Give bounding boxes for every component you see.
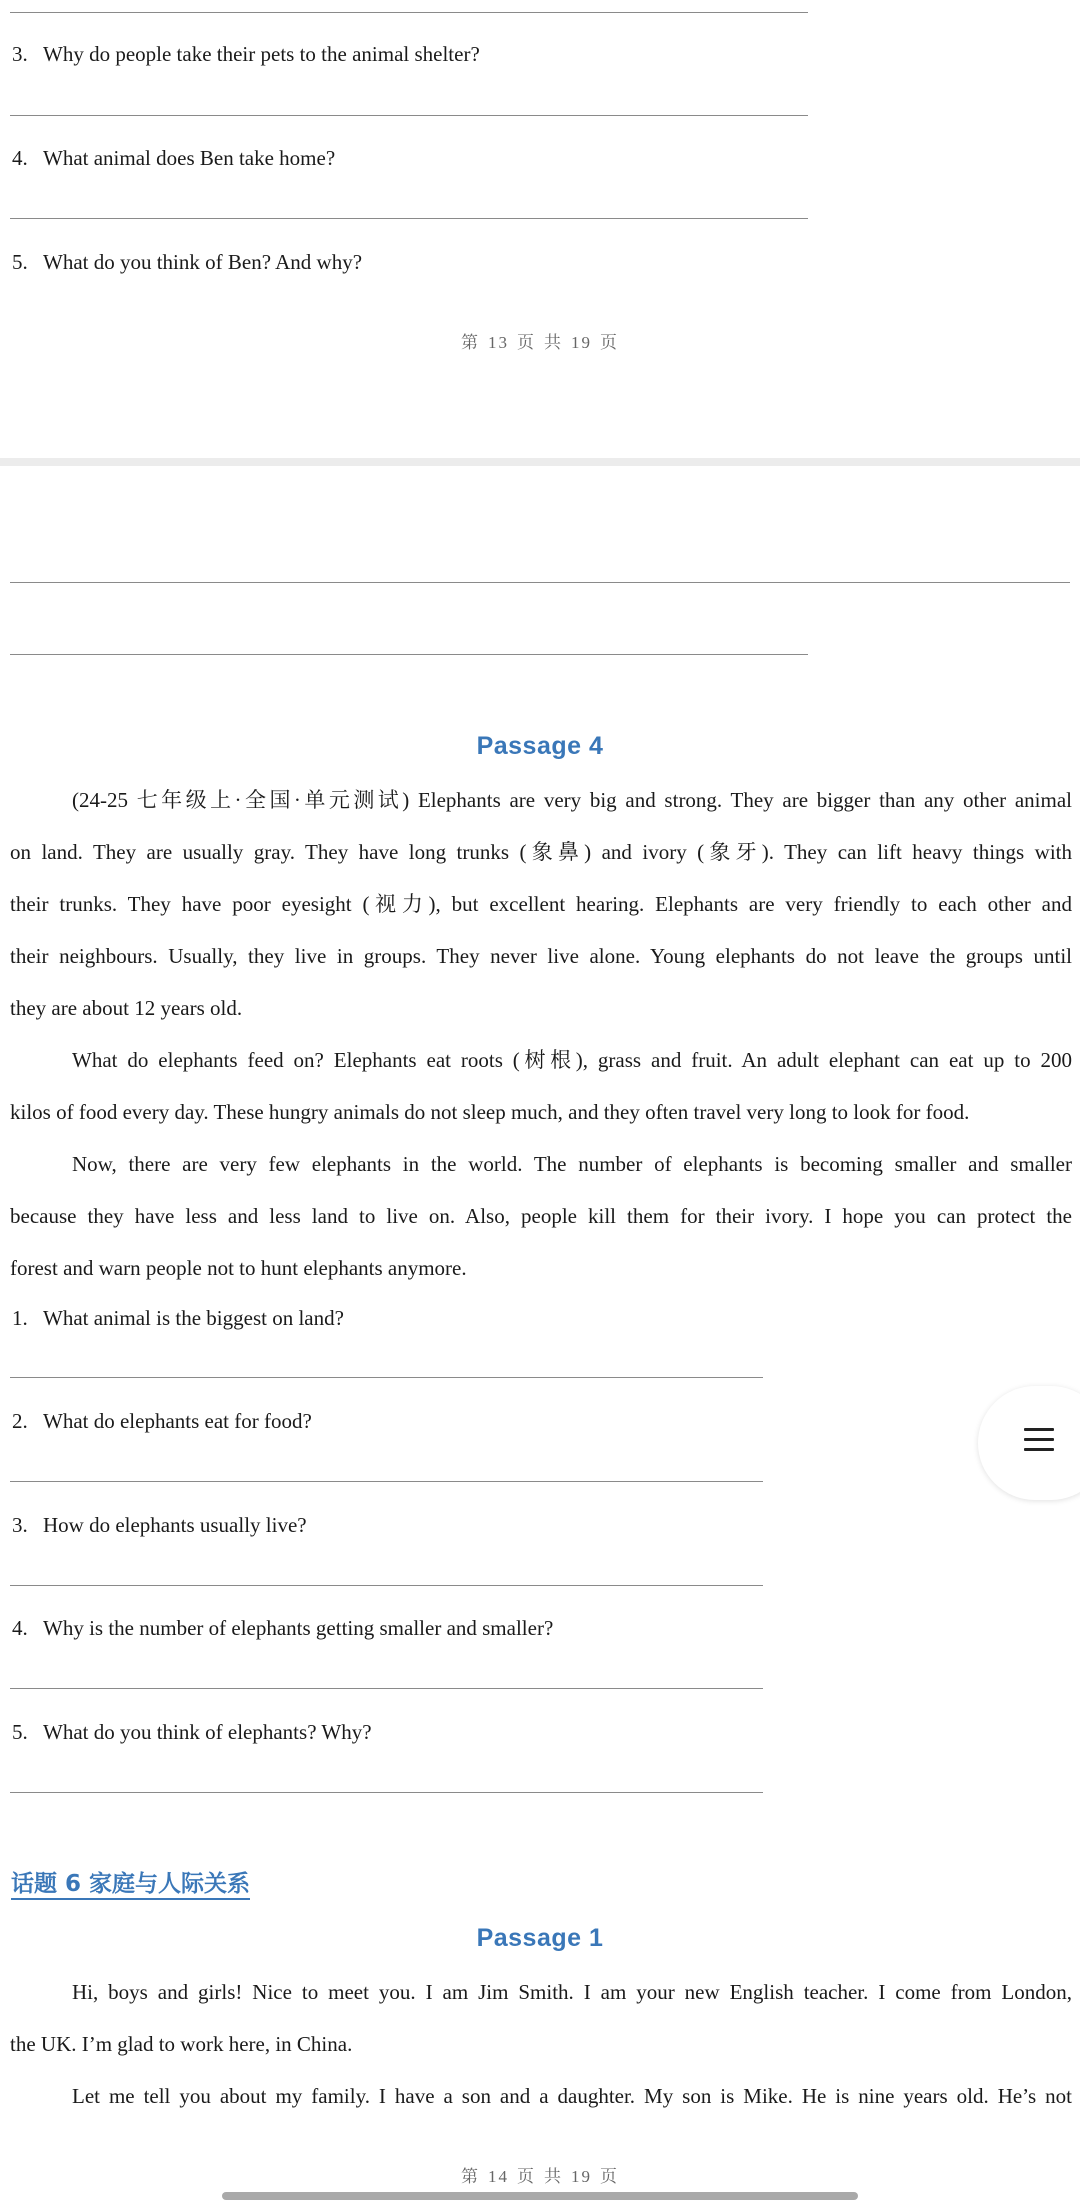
question-item: 4. What animal does Ben take home? [12,146,336,170]
passage-paragraph: (24-25 七年级上·全国·单元测试) Elephants are very big and strong. They are bigger than any other animal on land. They are usually gray. They have long trunks (象鼻) and ivory (象牙). They can lift heavy things with their trunks. They have poor eyesight (视力), but excellent hearing. Elephants are very friendly to each other and their neighbours. Usually, they live in groups. They never live alone. Young elephants do not leave the groups until they are about 12 years old. [10,788,1072,1020]
topic-heading-link[interactable]: 话题 6 家庭与人际关系 [11,1870,250,1900]
menu-button[interactable] [978,1386,1080,1500]
answer-line [10,115,808,116]
passage-title: Passage 1 [476,1924,604,1952]
question-item: 1. What animal is the biggest on land? [12,1306,344,1330]
page-number: 第 13 页 共 19 页 [461,333,619,352]
page-number: 第 14 页 共 19 页 [461,2167,619,2186]
answer-line [10,12,808,13]
question-item: 3. Why do people take their pets to the animal shelter? [12,42,480,66]
page-separator [0,458,1080,466]
answer-line [10,654,808,655]
question-item: 5. What do you think of Ben? And why? [12,250,363,274]
passage-title: Passage 4 [476,732,604,760]
passage-paragraph: Let me tell you about my family. I have a son and a daughter. My son is Mike. He is nine years old. He’s not [72,2084,1072,2108]
answer-line [10,218,808,219]
question-item: 2. What do elephants eat for food? [12,1409,312,1433]
answer-line [10,1688,763,1689]
passage-paragraph: Now, there are very few elephants in the world. The number of elephants is becoming smaller and smaller because they have less and less land to live on. Also, people kill them for their ivory. I hope you can protect the forest and warn people not to hunt elephants anymore. [10,1152,1072,1280]
scroll-indicator[interactable] [222,2192,858,2200]
answer-line [10,1585,763,1586]
answer-line [10,582,1070,583]
passage-paragraph: Hi, boys and girls! Nice to meet you. I am Jim Smith. I am your new English teacher. I come from London, the UK. I’m glad to work here, in China. [10,1980,1072,2056]
answer-line [10,1792,763,1793]
question-item: 5. What do you think of elephants? Why? [12,1720,372,1744]
passage-paragraph: What do elephants feed on? Elephants eat roots (树根), grass and fruit. An adult elephant can eat up to 200 kilos of food every day. These hungry animals do not sleep much, and they often travel very long to look for food. [10,1048,1072,1124]
answer-line [10,1377,763,1378]
answer-line [10,1481,763,1482]
question-item: 4. Why is the number of elephants getting smaller and smaller? [12,1616,554,1640]
question-item: 3. How do elephants usually live? [12,1513,307,1537]
